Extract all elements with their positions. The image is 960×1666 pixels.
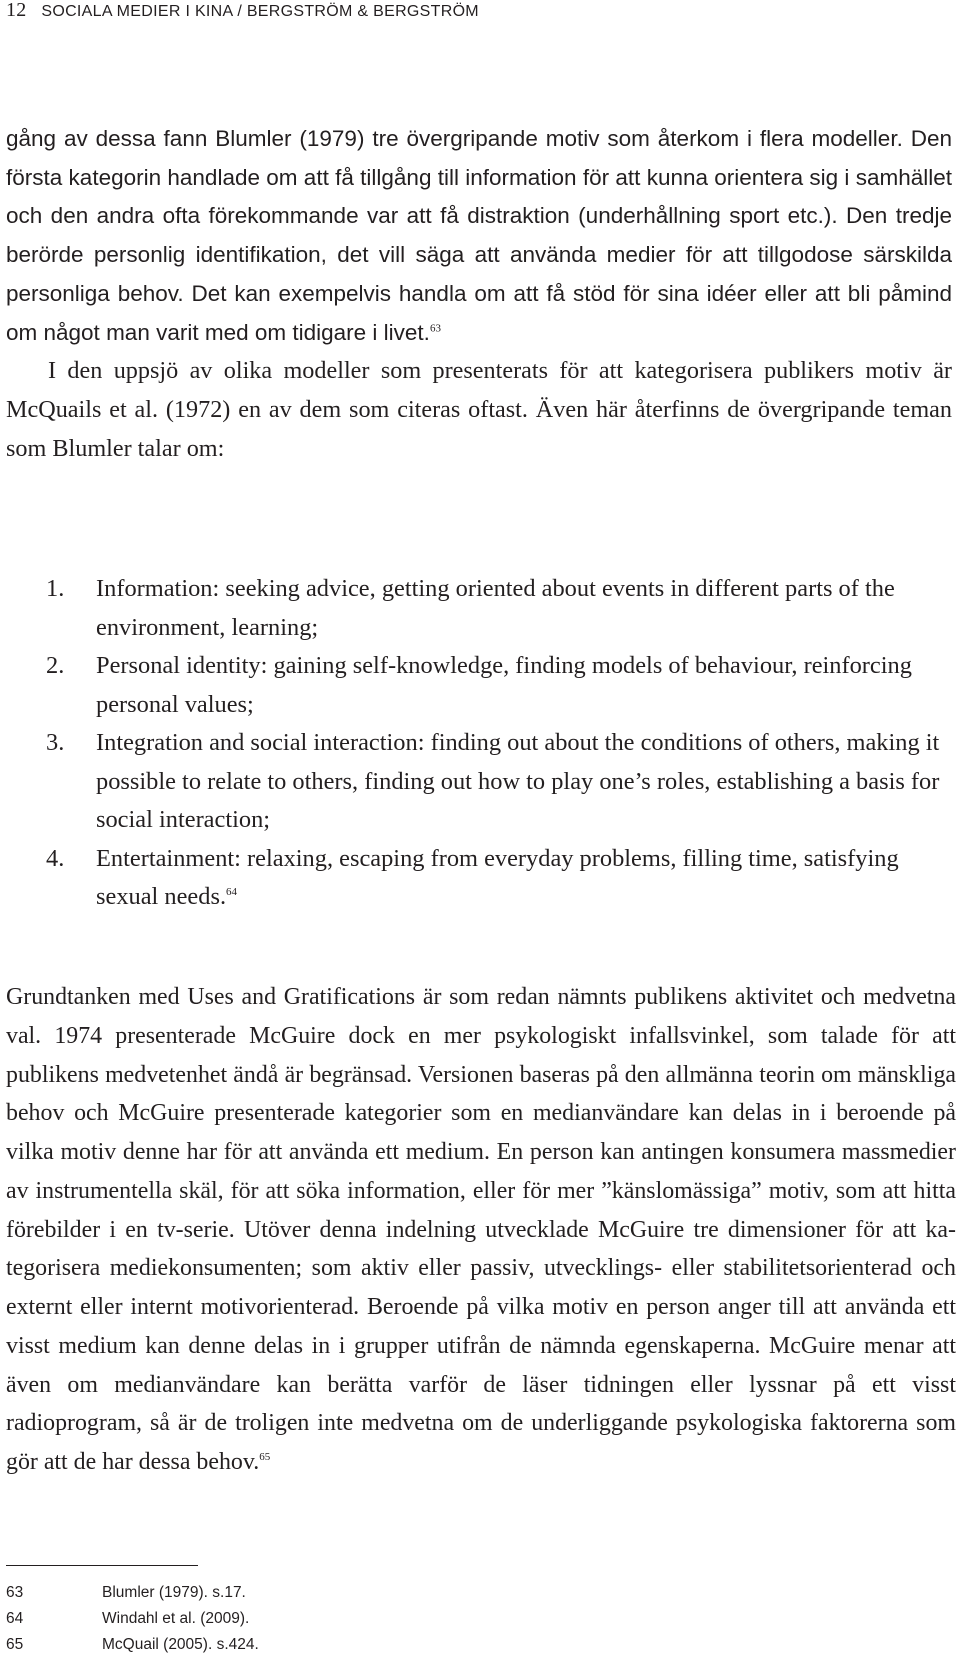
paragraph-mcguire-text: Grundtanken med Uses and Gratifications är som redan nämnts publikens aktivitet och medvetna val. 1974 presenterade McGuire dock en mer psykologiskt infallsvinkel, som talade för att publikens medvetenhet ändå är begränsad. Versionen baseras på den allmänna teorin om mänskliga behov och McGuire presenterade kategorier som en medianvändare kan delas in i beroende på vilka motiv denne har för att använda ett medium. En person kan antingen konsumera massmedier av instrumentella skäl, för att söka information, eller för mer ”känslomässiga” motiv, som att hitta förebilder i en tv-serie. Utöver denna indelning utvecklade McGuire tre dimensioner för att kategorisera mediekonsumenten; som aktiv eller passiv, utvecklings- eller stabilitetsorienterad och externt eller internt motivorienterad. Beroende på vilka motiv en person anger till att använda ett visst medium kan denne delas in i grupper utifrån de nämnda egenskaperna. McGuire menar att även om medianvändare kan berätta varför de läser tidningen eller lyssnar på ett visst radioprogram, så är de troligen inte medvetna om de underliggande psykologiska faktorerna som gör att de har dessa behov. [6, 984, 956, 1475]
running-head [6, 0, 479, 22]
paragraph-blumler [6, 120, 952, 352]
footnote-number: 64 [6, 1610, 24, 1627]
list-item-text: Integration and social interaction: finding out about the conditions of others, making it possible to relate to others, finding out how to play one’s roles, establishing a basis for social interaction; [96, 729, 940, 833]
footnote-ref-63: 63 [429, 322, 441, 335]
list-item-number: 3. [46, 729, 65, 756]
list-item-text: Information: seeking advice, getting oriented about events in different parts of the environment, learning; [96, 575, 895, 641]
list-item [46, 840, 946, 917]
paragraph-mcguire [6, 978, 956, 1482]
footnote-ref-65: 65 [259, 1451, 271, 1464]
footnote-text: Windahl et al. (2009). [102, 1610, 250, 1627]
list-item [46, 724, 946, 840]
footnote-ref-64: 64 [226, 885, 238, 898]
paragraph-blumler-text: gång av dessa fann Blumler (1979) tre övergripande motiv som återkom i flera modeller. Den första kategorin handlade om att få tillgång till information för att kunna orientera sig i samhället och den andra ofta förekommande var att få distraktion (underhållning sport etc.). Den tredje berörde personlig identifikation, det vill säga att använda medier för att tillgodose särskilda personliga behov. Det kan exempelvis handla om att få stöd för sina idéer eller att bli påmind om något man varit med om tidigare i livet. [6, 126, 952, 345]
running-title: SOCIALA MEDIER I KINA / BERGSTRÖM & BERGSTRÖM [41, 3, 479, 20]
list-item [46, 570, 946, 647]
footnote-divider [6, 1565, 198, 1566]
list-item-number: 1. [46, 575, 65, 602]
motive-list [46, 570, 946, 917]
list-item-number: 2. [46, 652, 65, 679]
footnote-number: 65 [6, 1636, 24, 1653]
page-number: 12 [6, 0, 27, 21]
paragraph-mcquail: I den uppsjö av olika modeller som presenterats för att kategorisera publikers motiv är McQuails et al. (1972) en av dem som citeras oftast. Även här återfinns de övergripande teman som Blumler talar om: [6, 357, 952, 462]
list-item-number: 4. [46, 844, 65, 872]
footnote-text: McQuail (2005). s.424. [102, 1636, 259, 1653]
list-item-text: Entertainment: relaxing, escaping from everyday problems, filling time, satisfying sexual needs. [96, 844, 899, 910]
footnote-text: Blumler (1979). s.17. [102, 1584, 246, 1601]
body-text-block [6, 120, 952, 468]
footnote-number: 63 [6, 1584, 24, 1601]
list-item-text: Personal identity: gaining self-knowledge, finding models of behaviour, reinforcing personal values; [96, 652, 912, 718]
list-item [46, 647, 946, 724]
